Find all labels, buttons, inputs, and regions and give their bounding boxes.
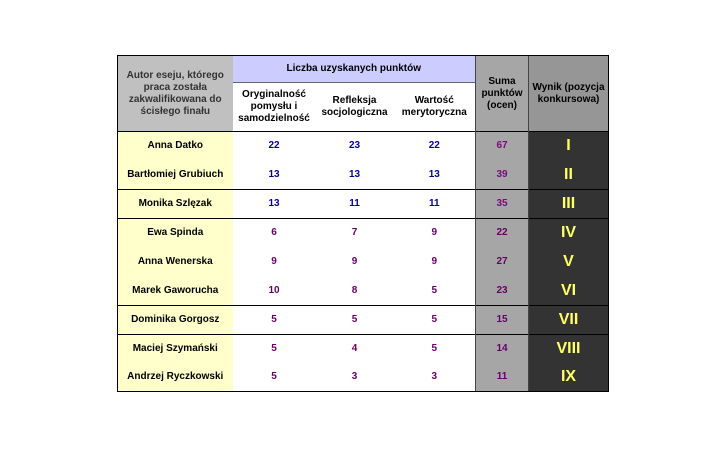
- result-cell: V: [529, 248, 609, 277]
- table-row: [118, 277, 609, 306]
- merit-score-cell: 5: [394, 306, 476, 335]
- author-name-cell: Anna Datko: [118, 132, 233, 161]
- author-name-cell: Ewa Spinda: [118, 219, 233, 248]
- reflection-score-cell: 3: [316, 364, 394, 392]
- originality-score-cell: 22: [233, 132, 316, 161]
- merit-score-cell: 13: [394, 161, 476, 190]
- reflection-score-cell: 13: [316, 161, 394, 190]
- reflection-score-cell: 9: [316, 248, 394, 277]
- reflection-score-cell: 7: [316, 219, 394, 248]
- sum-cell: 14: [476, 335, 529, 364]
- originality-score-cell: 6: [233, 219, 316, 248]
- author-name-cell: Andrzej Ryczkowski: [118, 364, 233, 392]
- table-row: [118, 219, 609, 248]
- table-row: [118, 132, 609, 161]
- result-cell: III: [529, 190, 609, 219]
- originality-column-header: Oryginalność pomysłu i samodzielność: [233, 83, 316, 132]
- author-name-cell: Bartłomiej Grubiuch: [118, 161, 233, 190]
- sum-cell: 15: [476, 306, 529, 335]
- author-name-cell: Dominika Gorgosz: [118, 306, 233, 335]
- sum-column-header: Suma punktów (ocen): [476, 56, 529, 132]
- table-row: [118, 161, 609, 190]
- reflection-score-cell: 11: [316, 190, 394, 219]
- merit-score-cell: 5: [394, 277, 476, 306]
- originality-score-cell: 13: [233, 190, 316, 219]
- originality-score-cell: 13: [233, 161, 316, 190]
- author-name-cell: Maciej Szymański: [118, 335, 233, 364]
- merit-score-cell: 22: [394, 132, 476, 161]
- sum-cell: 67: [476, 132, 529, 161]
- table-row: [118, 190, 609, 219]
- originality-score-cell: 9: [233, 248, 316, 277]
- results-table: [117, 55, 609, 392]
- sum-cell: 27: [476, 248, 529, 277]
- reflection-score-cell: 8: [316, 277, 394, 306]
- table-row: [118, 248, 609, 277]
- originality-score-cell: 5: [233, 306, 316, 335]
- merit-column-header: Wartość merytoryczna: [394, 83, 476, 132]
- results-body: [118, 132, 609, 392]
- sum-cell: 23: [476, 277, 529, 306]
- reflection-score-cell: 5: [316, 306, 394, 335]
- sum-cell: 39: [476, 161, 529, 190]
- result-cell: IV: [529, 219, 609, 248]
- table-row: [118, 364, 609, 392]
- reflection-score-cell: 23: [316, 132, 394, 161]
- merit-score-cell: 3: [394, 364, 476, 392]
- result-cell: VIII: [529, 335, 609, 364]
- author-column-header: Autor eseju, którego praca została zakwalifikowana do ścisłego finału: [118, 56, 233, 132]
- sum-cell: 11: [476, 364, 529, 392]
- reflection-column-header: Refleksja socjologiczna: [316, 83, 394, 132]
- merit-score-cell: 9: [394, 248, 476, 277]
- author-name-cell: Anna Wenerska: [118, 248, 233, 277]
- result-cell: VII: [529, 306, 609, 335]
- table-row: [118, 335, 609, 364]
- merit-score-cell: 9: [394, 219, 476, 248]
- table-row: [118, 306, 609, 335]
- sum-cell: 22: [476, 219, 529, 248]
- result-cell: II: [529, 161, 609, 190]
- originality-score-cell: 5: [233, 335, 316, 364]
- author-name-cell: Monika Szlęzak: [118, 190, 233, 219]
- reflection-score-cell: 4: [316, 335, 394, 364]
- author-name-cell: Marek Gaworucha: [118, 277, 233, 306]
- result-column-header: Wynik (pozycja konkursowa): [529, 56, 609, 132]
- points-group-header: Liczba uzyskanych punktów: [233, 56, 476, 83]
- sum-cell: 35: [476, 190, 529, 219]
- merit-score-cell: 5: [394, 335, 476, 364]
- merit-score-cell: 11: [394, 190, 476, 219]
- originality-score-cell: 5: [233, 364, 316, 392]
- result-cell: I: [529, 132, 609, 161]
- result-cell: VI: [529, 277, 609, 306]
- originality-score-cell: 10: [233, 277, 316, 306]
- result-cell: IX: [529, 364, 609, 392]
